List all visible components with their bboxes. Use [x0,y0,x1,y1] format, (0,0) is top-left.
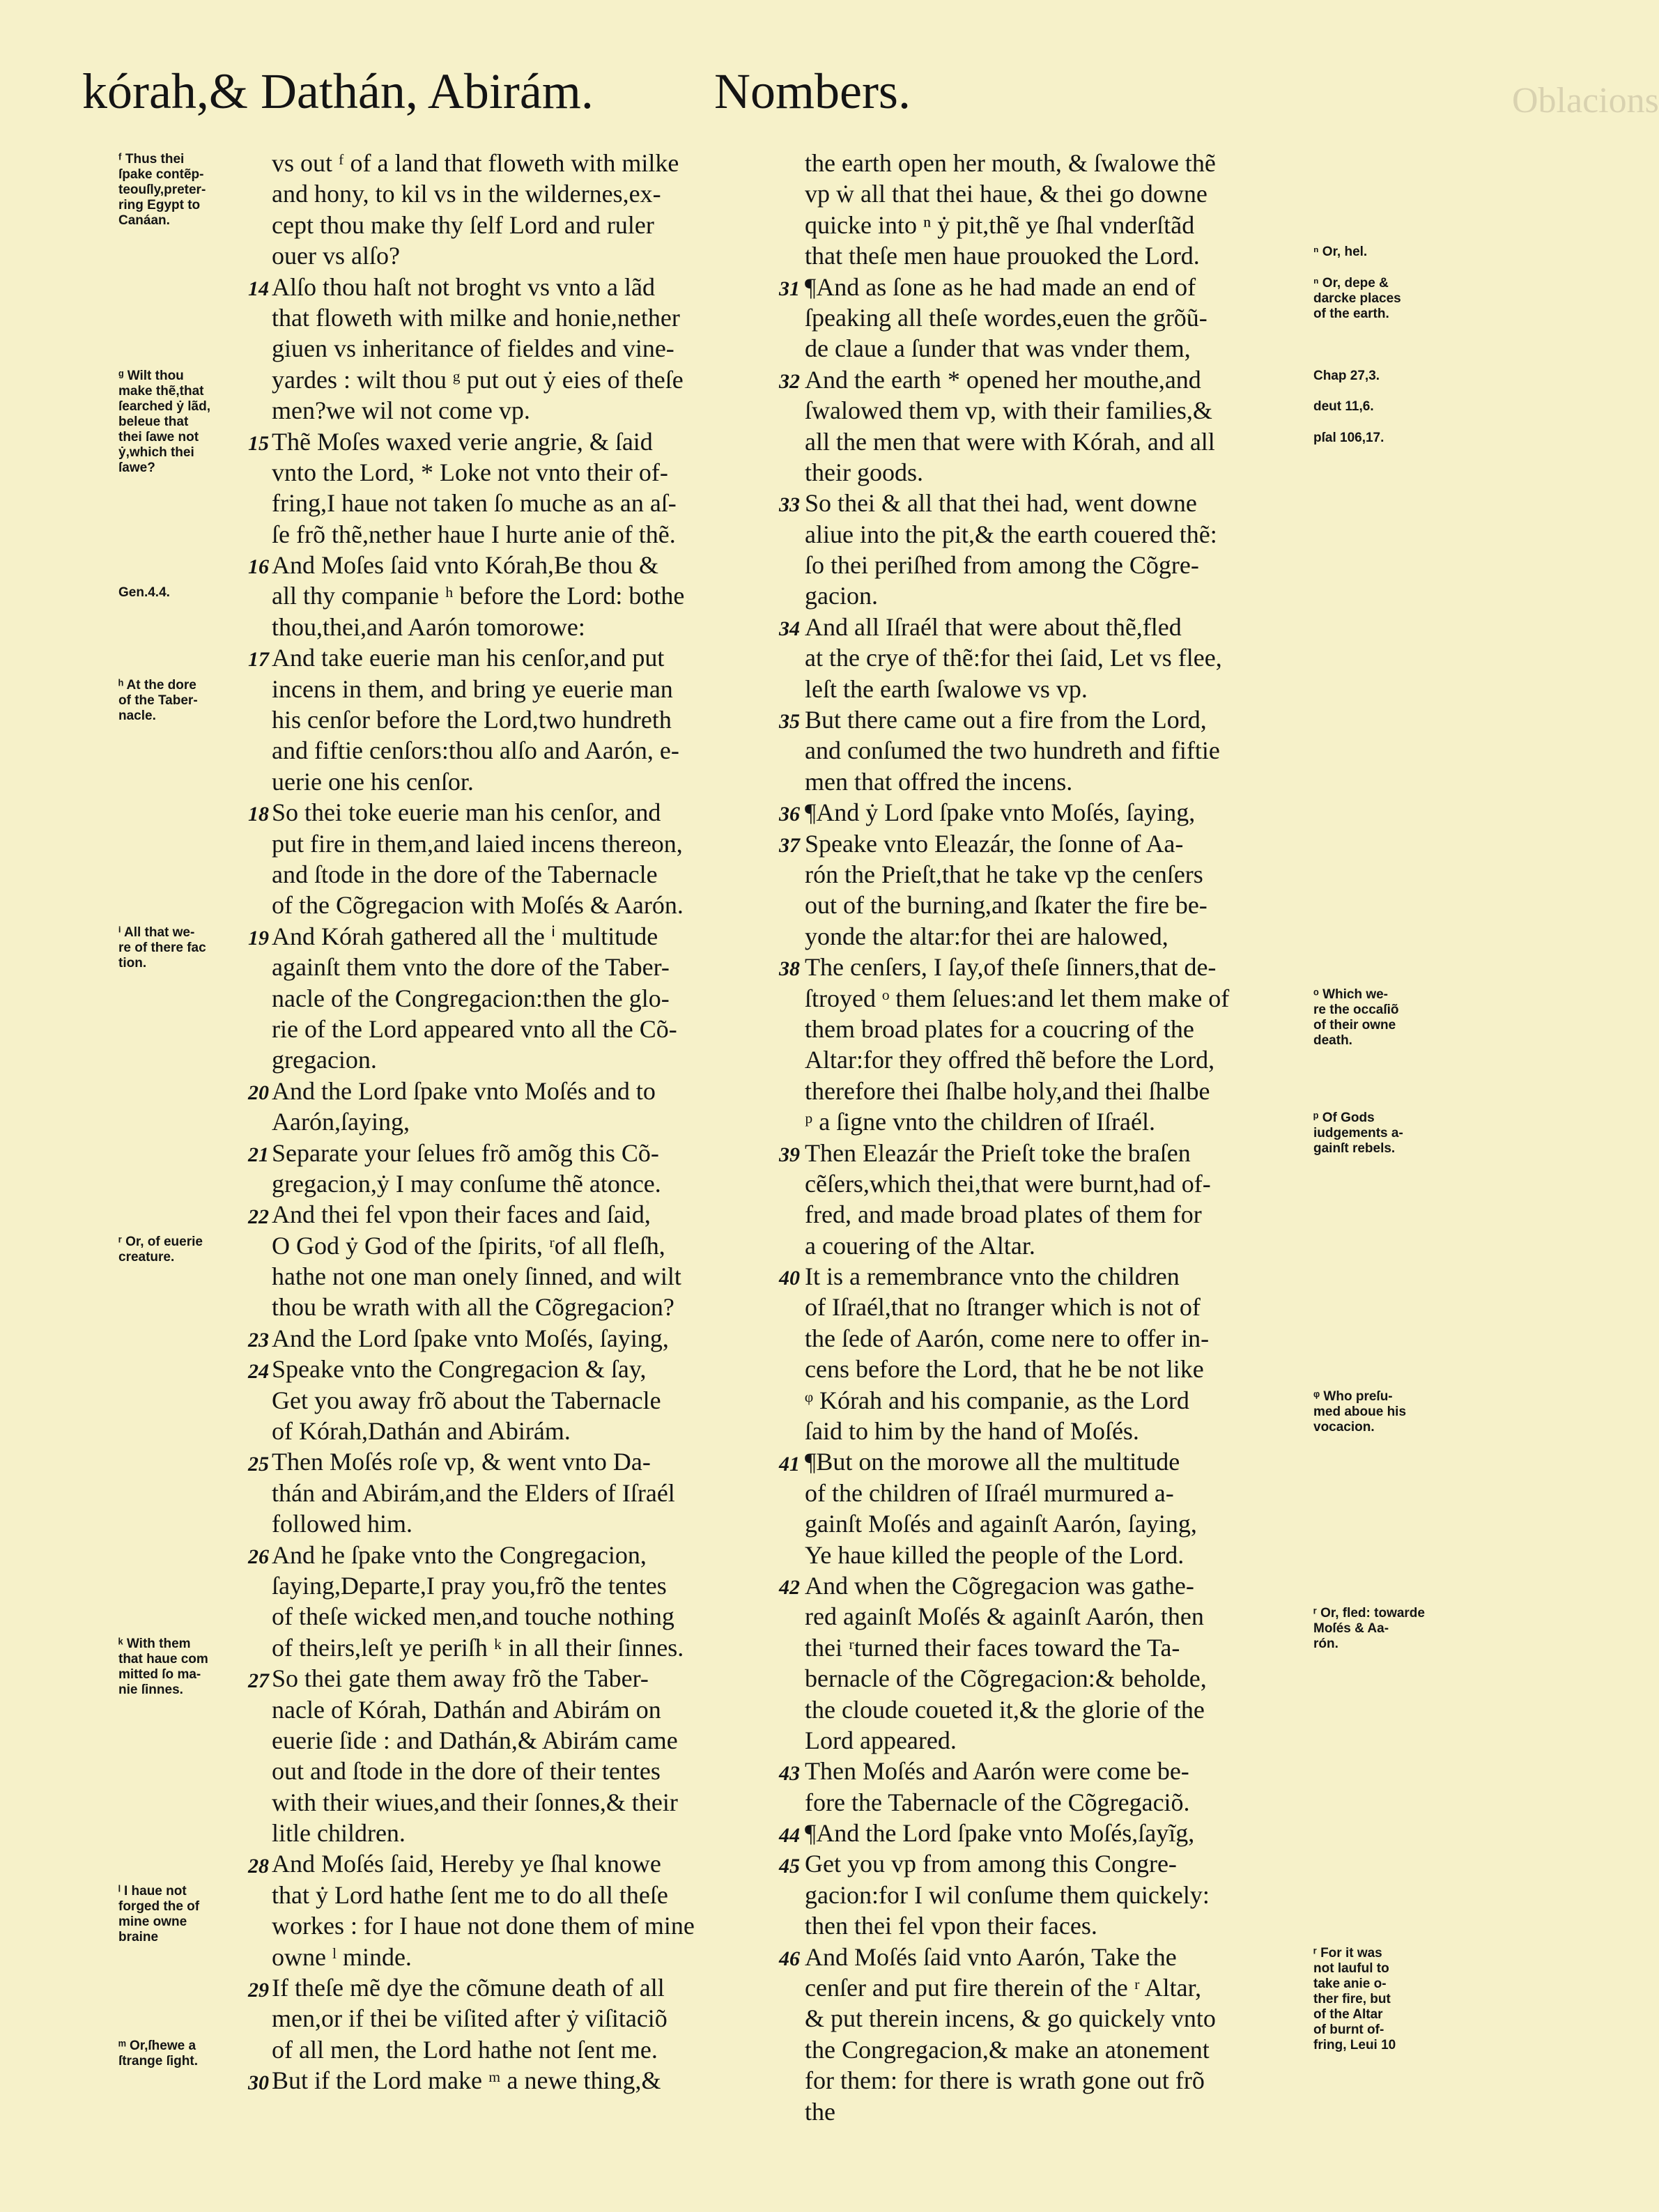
text-line: rie of the Lord appeared vnto all the Cõ- [272,1014,677,1043]
text-line: that floweth with milke and honie,nether [272,303,680,332]
text-line: the [805,2097,835,2126]
text-line: cens before the Lord, that he be not like [805,1355,1204,1384]
margin-note: ʳ For it was not lauful to take anie o- ther fire, but of the Altar of burnt of- fring, Leui 10 [1313,1946,1396,2053]
text-line: ᵠ Kórah and his companie, as the Lord [805,1386,1189,1414]
text-line: Then Moſés and Aarón were come be- [805,1757,1189,1786]
text-line: ſwalowed them vp, with their families,& [805,396,1212,425]
text-line: ᵖ a ſigne vnto the children of Iſraél. [805,1108,1156,1136]
text-line: of the children of Iſraél murmured a- [805,1478,1174,1507]
text-line: the earth open her mouth, & ſwalowe thẽ [805,149,1216,177]
text-line: Then Eleazár the Prieſt toke the braſen [805,1138,1191,1167]
text-line: Alſo thou haſt not broght vs vnto a lãd [272,272,655,301]
text-line: all the men that were with Kórah, and all [805,427,1215,456]
text-line: red againſt Moſés & againſt Aarón, then [805,1602,1204,1631]
margin-note: ᵒ Which we- re the occaſiõ of their owne death. [1313,987,1399,1048]
verse-number: 16 [248,555,269,579]
text-line: againſt them vnto the dore of the Taber- [272,953,670,982]
text-line: of theirs,leſt ye periſh ᵏ in all their ſinnes. [272,1633,684,1662]
text-line: yardes : wilt thou ᵍ put out ẏ eies of theſe [272,365,684,394]
text-line: yonde the altar:for thei are halowed, [805,922,1168,950]
verse-number: 43 [779,1761,800,1785]
text-line: ¶And as ſone as he had made an end of [805,272,1196,301]
text-line: So thei toke euerie man his cenſor, and [272,798,661,827]
verse-number: 42 [779,1576,800,1600]
margin-note: ᵐ Or,ſhewe a ſtrange ſight. [118,2039,198,2069]
text-line: And the Lord ſpake vnto Moſés, ſaying, [272,1324,669,1352]
text-line: nacle of Kórah, Dathán and Abirám on [272,1695,661,1724]
verse-number: 31 [779,277,800,300]
text-line: gacion. [805,582,878,610]
verse-number: 15 [248,431,269,455]
text-line: Get you away frõ about the Tabernacle [272,1386,661,1414]
verse-number: 34 [779,617,800,640]
text-line: ſaying,Departe,I pray you,frõ the tentes [272,1571,667,1600]
text-line: & put therein incens, & go quickely vnto [805,2004,1216,2033]
text-line: his cenſor before the Lord,two hundreth [272,706,672,734]
text-line: And Moſes ſaid vnto Kórah,Be thou & [272,551,658,580]
right-text-column [805,148,1299,2127]
verse-number: 46 [779,1947,800,1971]
text-line: de claue a ſunder that was vnder them, [805,334,1191,363]
text-line: vnto the Lord, * Loke not vnto their of- [272,458,668,486]
verse-number: 36 [779,803,800,826]
text-line: cept thou make thy ſelf Lord and ruler [272,210,654,239]
verse-number: 38 [779,957,800,981]
text-line: So thei gate them away frõ the Taber- [272,1664,649,1693]
running-head-book: Nombers. [714,63,911,119]
text-line: gainſt Moſés and againſt Aarón, ſaying, [805,1510,1197,1538]
text-line: And thei fel vpon their faces and ſaid, [272,1200,651,1229]
text-line: Thẽ Moſes waxed verie angrie, & ſaid [272,427,653,456]
text-line: for them: for there is wrath gone out frõ [805,2066,1205,2095]
text-line: euerie ſide : and Dathán,& Abirám came [272,1726,678,1754]
margin-note: ᵠ Who preſu- med aboue his vocacion. [1313,1389,1407,1434]
text-line: of Iſraél,that no ſtranger which is not of [805,1293,1201,1322]
text-line: thou be wrath with all the Cõgregacion? [272,1293,674,1322]
text-line: If theſe mẽ dye the cõmune death of all [272,1974,665,2002]
text-line: fore the Tabernacle of the Cõgregaciõ. [805,1788,1190,1816]
text-line: of all men, the Lord hathe not ſent me. [272,2035,658,2064]
text-line: men?we wil not come vp. [272,396,530,425]
bleed-through-text: Oblacions [1512,81,1659,121]
text-line: ſpeaking all theſe wordes,euen the grõũ- [805,303,1207,332]
text-line: leſt the earth ſwalowe vs vp. [805,674,1088,703]
verse-number: 24 [248,1359,269,1383]
text-line: then thei fel vpon their faces. [805,1912,1097,1940]
text-line: vs out ᶠ of a land that floweth with milke [272,149,679,177]
text-line: Separate your ſelues frõ amõg this Cõ- [272,1138,659,1167]
text-line: ſaid to him by the hand of Moſés. [805,1417,1139,1446]
verse-number: 25 [248,1452,269,1476]
text-line: ſo thei periſhed from among the Cõgre- [805,551,1199,580]
margin-note: ⁱ All that we- re of there fac tion. [118,925,206,970]
text-line: And Kórah gathered all the ⁱ multitude [272,922,658,950]
text-line: ſe frõ thẽ,nether haue I hurte anie of thẽ. [272,520,676,548]
text-line: quicke into ⁿ ẏ pit,thẽ ye ſhal vnderſtãd [805,210,1195,239]
text-line: the cloude coueted it,& the glorie of the [805,1695,1205,1724]
text-line: all thy companie ʰ before the Lord: bothe [272,582,685,610]
text-line: It is a remembrance vnto the children [805,1262,1180,1291]
verse-number: 20 [248,1081,269,1104]
verse-number: 40 [779,1267,800,1290]
text-line: And when the Cõgregacion was gathe- [805,1571,1194,1600]
text-line: them broad plates for a coucring of the [805,1014,1194,1043]
verse-number: 33 [779,493,800,517]
text-line: But there came out a fire from the Lord, [805,706,1207,734]
text-line: and hony, to kil vs in the wildernes,ex- [272,180,661,208]
text-line: therefore thei ſhalbe holy,and thei ſhalbe [805,1076,1210,1105]
text-line: rón the Prieſt,that he take vp the cenſers [805,860,1203,888]
margin-note: Chap 27,3. [1313,368,1380,383]
text-line: And Moſés ſaid, Hereby ye ſhal knowe [272,1850,661,1878]
text-line: fring,I haue not taken ſo muche as an aſ- [272,489,677,518]
text-line: And Moſés ſaid vnto Aarón, Take the [805,1942,1177,1971]
text-line: hathe not one man onely ſinned, and wilt [272,1262,681,1291]
verse-number: 27 [248,1669,269,1692]
text-line: gregacion. [272,1046,377,1074]
verse-number: 17 [248,648,269,672]
text-line: But if the Lord make ᵐ a newe thing,& [272,2066,661,2095]
verse-number: 19 [248,927,269,950]
text-line: owne ˡ minde. [272,1942,412,1971]
text-line: the Congregacion,& make an atonement [805,2035,1210,2064]
margin-note: ᵏ With them that haue com mitted ſo ma- nie ſinnes. [118,1637,208,1698]
margin-note: ˡ I haue not forged the of mine owne braine [118,1884,200,1945]
text-line: And he ſpake vnto the Congregacion, [272,1540,647,1569]
text-line: uerie one his cenſor. [272,767,474,796]
text-line: ſtroyed ᵒ them ſelues:and let them make of [805,984,1230,1012]
text-line: gregacion,ẏ I may conſume thẽ atonce. [272,1169,661,1198]
text-line: that theſe men haue prouoked the Lord. [805,242,1200,270]
text-line: thán and Abirám,and the Elders of Iſraél [272,1478,675,1507]
text-line: ¶But on the morowe all the multitude [805,1448,1180,1476]
verse-number: 28 [248,1855,269,1878]
text-line: thou,thei,and Aarón tomorowe: [272,612,585,641]
text-line: Then Moſés roſe vp, & went vnto Da- [272,1448,651,1476]
text-line: O God ẏ God of the ſpirits, ʳof all fleſh, [272,1231,665,1260]
verse-number: 21 [248,1143,269,1166]
text-line: with their wiues,and their ſonnes,& their [272,1788,678,1816]
verse-number: 22 [248,1205,269,1228]
margin-note: deut 11,6. [1313,399,1374,415]
text-line: out of the burning,and ſkater the fire be- [805,891,1207,920]
text-line: Speake vnto Eleazár, the ſonne of Aa- [805,829,1184,858]
margin-note: ᶠ Thus thei ſpake contẽp- teouſly,preter- ring Egypt to Canáan. [118,152,206,228]
text-line: of theſe wicked men,and touche nothing [272,1602,674,1631]
verse-number: 37 [779,833,800,857]
text-line: giuen vs inheritance of fieldes and vine- [272,334,674,363]
running-head-left: kórah,& Dathán, Abirám. [82,63,594,119]
text-line: aliue into the pit,& the earth couered thẽ: [805,520,1217,548]
text-line: workes : for I haue not done them of mine [272,1912,695,1940]
text-line: and fiftie cenſors:thou alſo and Aarón, e- [272,736,679,765]
margin-note: ᵍ Wilt thou make thẽ,that ſearched ẏ lãd, beleue that thei ſawe not ẏ,which thei ſawe? [118,368,211,475]
text-line: men that offred the incens. [805,767,1073,796]
verse-number: 29 [248,1978,269,2002]
margin-note: ʳ Or, of euerie creature. [118,1235,203,1264]
text-line: And take euerie man his cenſor,and put [272,644,665,672]
verse-number: 45 [779,1855,800,1878]
text-line: bernacle of the Cõgregacion:& beholde, [805,1664,1207,1693]
text-line: Lord appeared. [805,1726,957,1754]
verse-number: 41 [779,1452,800,1476]
text-line: ouer vs alſo? [272,242,400,270]
text-line: Speake vnto the Congregacion & ſay, [272,1355,647,1384]
margin-note: Gen.4.4. [118,585,170,600]
text-line: cẽſers,which thei,that were burnt,had of- [805,1169,1211,1198]
verse-number: 14 [248,277,269,300]
text-line: and ſtode in the dore of the Tabernacle [272,860,658,888]
text-line: Altar:for they offred thẽ before the Lord, [805,1046,1215,1074]
text-line: Aarón,ſaying, [272,1108,410,1136]
text-line: vp ẇ all that thei haue, & thei go downe [805,180,1207,208]
text-line: And the earth * opened her mouthe,and [805,365,1201,394]
verse-number: 18 [248,803,269,826]
text-line: ¶And ẏ Lord ſpake vnto Moſés, ſaying, [805,798,1196,827]
margin-note: pſal 106,17. [1313,430,1384,445]
text-line: put fire in them,and laied incens thereon, [272,829,683,858]
verse-number: 23 [248,1329,269,1352]
text-line: men,or if thei be viſited after ẏ viſitaciõ [272,2004,668,2033]
text-line: the ſede of Aarón, come nere to offer in- [805,1324,1210,1352]
text-line: So thei & all that thei had, went downe [805,489,1197,518]
verse-number: 30 [248,2071,269,2094]
text-line: Get you vp from among this Congre- [805,1850,1177,1878]
left-text-column [272,148,773,2096]
text-line: of the Cõgregacion with Moſés & Aarón. [272,891,684,920]
text-line: And all Iſraél that were about thẽ,fled [805,612,1182,641]
text-line: gacion:for I wil conſume them quickely: [805,1880,1210,1909]
text-line: and conſumed the two hundreth and fiftie [805,736,1220,765]
margin-note: ʰ At the dore of the Taber- nacle. [118,677,198,723]
text-line: And the Lord ſpake vnto Moſés and to [272,1076,656,1105]
text-line: cenſer and put fire therein of the ʳ Altar, [805,1974,1202,2002]
verse-number: 32 [779,369,800,393]
text-line: nacle of the Congregacion:then the glo- [272,984,670,1012]
margin-note: ʳ Or, fled: towarde Moſés & Aa- rón. [1313,1605,1425,1651]
verse-number: 35 [779,710,800,734]
verse-number: 44 [779,1823,800,1847]
text-line: of Kórah,Dathán and Abirám. [272,1417,571,1446]
text-line: litle children. [272,1819,406,1848]
margin-note: ᵖ Of Gods iudgements a- gainſt rebels. [1313,1111,1403,1157]
text-line: fred, and made broad plates of them for [805,1200,1202,1229]
text-line: a couering of the Altar. [805,1231,1035,1260]
text-line: followed him. [272,1510,412,1538]
text-line: their goods. [805,458,923,486]
margin-note: ⁿ Or, depe & darcke places of the earth. [1313,275,1401,321]
text-line: at the crye of thẽ:for thei ſaid, Let vs flee, [805,644,1222,672]
text-line: ¶And the Lord ſpake vnto Moſés,ſayĩg, [805,1819,1195,1848]
text-line: Ye haue killed the people of the Lord. [805,1540,1185,1569]
text-line: out and ſtode in the dore of their tentes [272,1757,661,1786]
text-line: that ẏ Lord hathe ſent me to do all theſe [272,1880,668,1909]
text-line: The cenſers, I ſay,of theſe ſinners,that de- [805,953,1217,982]
text-line: thei ʳturned their faces toward the Ta- [805,1633,1180,1662]
margin-note: ⁿ Or, hel. [1313,245,1368,260]
verse-number: 26 [248,1545,269,1568]
text-line: incens in them, and bring ye euerie man [272,674,673,703]
verse-number: 39 [779,1143,800,1166]
